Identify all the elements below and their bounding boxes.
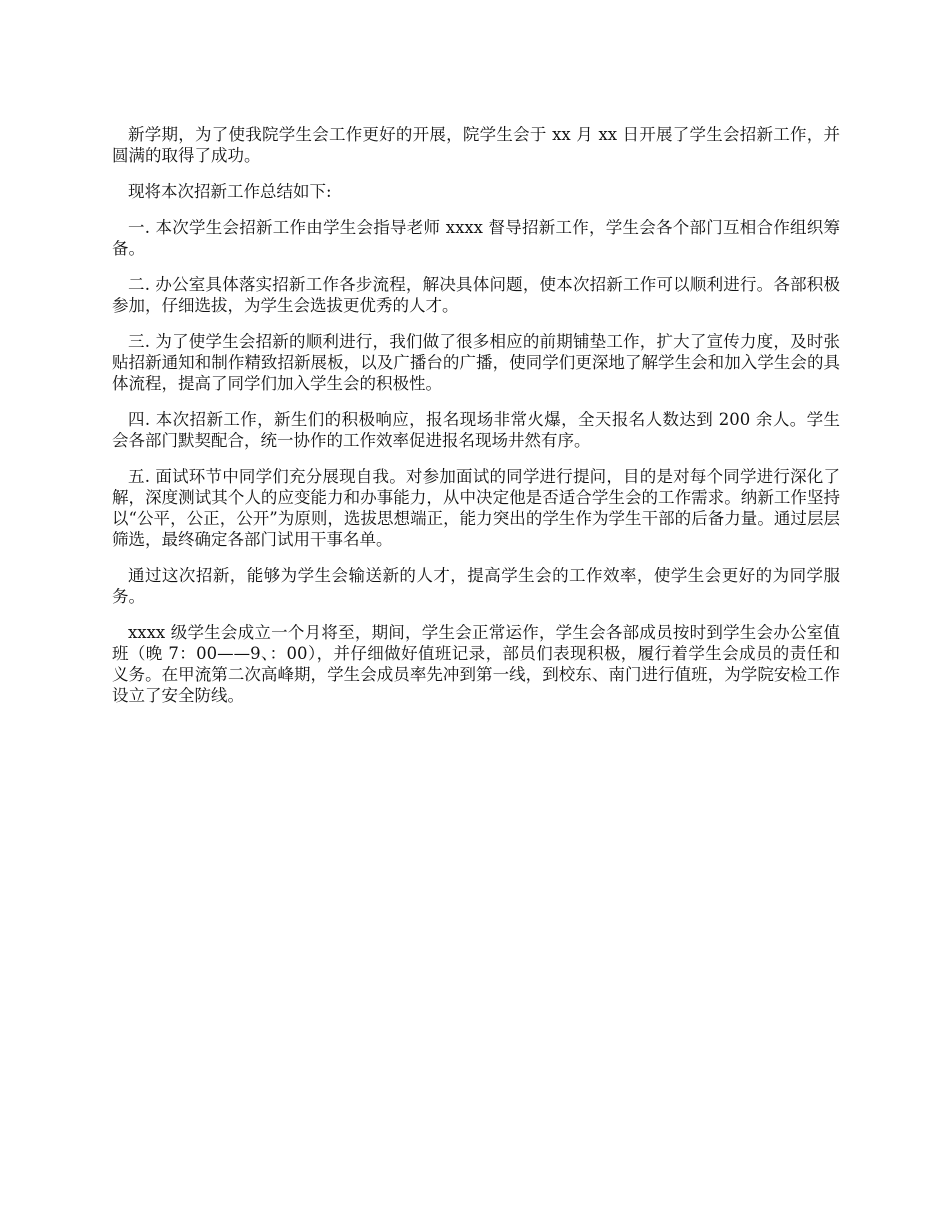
paragraph-item-2: 二. 办公室具体落实招新工作各步流程，解决具体问题，使本次招新工作可以顺利进行。各部积极参加，仔细选拔，为学生会选拔更优秀的人才。	[112, 275, 840, 315]
paragraph-conclusion: 通过这次招新，能够为学生会输送新的人才，提高学生会的工作效率，使学生会更好的为同学服务。	[112, 566, 840, 606]
paragraph-duty-report: xxxx 级学生会成立一个月将至，期间，学生会正常运作，学生会各部成员按时到学生会办公室值班（晚 7：00——9、：00），并仔细做好值班记录，部员们表现积极，履行着学生会成员的责任和义务。在甲流第二次高峰期，学生会成员率先冲到第一线，到校东、南门进行值班，为学院安检工作设立了安全防线。	[112, 623, 840, 705]
document-body	[112, 124, 840, 721]
paragraph-summary-lead: 现将本次招新工作总结如下:	[128, 182, 332, 201]
paragraph-item-4: 四. 本次招新工作，新生们的积极响应，报名现场非常火爆，全天报名人数达到 200 余人。学生会各部门默契配合，统一协作的工作效率促进报名现场井然有序。	[112, 410, 840, 450]
paragraph-item-5: 五. 面试环节中同学们充分展现自我。对参加面试的同学进行提问，目的是对每个同学进行深化了解，深度测试其个人的应变能力和办事能力，从中决定他是否适合学生会的工作需求。纳新工作坚持以“公平，公正，公开”为原则，选拔思想端正，能力突出的学生作为学生干部的后备力量。通过层层筛选，最终确定各部门试用干事名单。	[112, 467, 840, 549]
paragraph-intro: 新学期，为了使我院学生会工作更好的开展，院学生会于 xx 月 xx 日开展了学生会招新工作，并圆满的取得了成功。	[112, 125, 840, 165]
paragraph-item-3: 三. 为了使学生会招新的顺利进行，我们做了很多相应的前期铺垫工作，扩大了宣传力度，及时张贴招新通知和制作精致招新展板，以及广播台的广播，使同学们更深地了解学生会和加入学生会的具体流程，提高了同学们加入学生会的积极性。	[112, 332, 840, 393]
paragraph-item-1: 一. 本次学生会招新工作由学生会指导老师 xxxx 督导招新工作，学生会各个部门互相合作组织筹备。	[112, 218, 840, 258]
